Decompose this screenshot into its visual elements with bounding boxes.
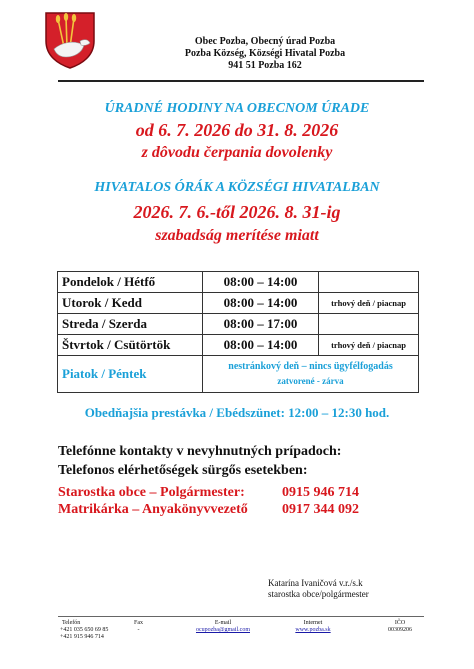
notice-hu-reason: szabadság merítése miatt [155, 227, 319, 244]
footer-internet-label: Internet [303, 620, 323, 626]
time-cell: 08:00 – 14:00 [203, 335, 319, 356]
footer-divider [58, 616, 424, 617]
footer-phone-label: Telefón [62, 620, 81, 626]
table-row [58, 293, 419, 314]
table-row [58, 356, 419, 393]
day-cell: Utorok / Kedd [58, 293, 203, 314]
day-cell: Štvrtok / Csütörtök [58, 335, 203, 356]
footer-fax-label: Fax [134, 620, 143, 626]
notice-hu-dates: 2026. 7. 6.-től 2026. 8. 31-ig [133, 202, 341, 222]
day-cell-friday: Piatok / Péntek [58, 356, 203, 393]
footer-fax [134, 620, 143, 634]
footer-email-label: E-mail [214, 620, 232, 626]
header-line-3: 941 51 Pozba 162 [228, 60, 302, 71]
registrar-phone: 0917 344 092 [282, 502, 359, 517]
day-cell: Pondelok / Hétfő [58, 272, 203, 293]
header-line-2: Pozba Község, Községi Hivatal Pozba [184, 48, 346, 59]
time-cell: 08:00 – 17:00 [203, 314, 319, 335]
note-cell: trhový deň / piacnap [319, 293, 419, 314]
footer-ico [380, 620, 420, 634]
note-cell: trhový deň / piacnap [319, 335, 419, 356]
closed-cell [203, 356, 419, 393]
municipal-crest-icon [44, 11, 96, 69]
footer-fax-value: - [137, 627, 140, 633]
contacts-intro-hu: Telefonos elérhetőségek sürgős esetekben: [58, 463, 308, 478]
lunch-break: Obedňajšia prestávka / Ebédszünet: 12:00 – 12:30 hod. [84, 405, 390, 420]
notice-sk-dates: od 6. 7. 2026 do 31. 8. 2026 [135, 120, 339, 140]
office-hours-table [57, 271, 419, 393]
header-divider [58, 80, 424, 82]
footer-ico-value: 00309206 [388, 627, 412, 633]
notice-sk-reason: z dôvodu čerpania dovolenky [141, 144, 333, 161]
day-cell: Streda / Szerda [58, 314, 203, 335]
time-cell: 08:00 – 14:00 [203, 272, 319, 293]
time-cell: 08:00 – 14:00 [203, 293, 319, 314]
footer-phone [60, 620, 108, 641]
closed-line-1: nestránkový deň – nincs ügyfélfogadás [228, 361, 393, 372]
footer-phone-2: +421 915 946 714 [60, 634, 104, 640]
contacts-intro-sk: Telefónne kontakty v nevyhnutných prípadoch: [58, 444, 342, 459]
notice-sk-title: ÚRADNÉ HODINY NA OBECNOM ÚRADE [104, 101, 370, 116]
footer-phone-1: +421 035 650 69 85 [60, 627, 109, 633]
note-cell [319, 314, 419, 335]
footer-internet [283, 620, 343, 634]
table-row [58, 335, 419, 356]
footer-ico-label: IČO [394, 620, 406, 626]
header-line-1: Obec Pozba, Obecný úrad Pozba [194, 36, 336, 47]
table-row [58, 272, 419, 293]
signature-name: Katarína Ivaničová v.r./s.k [268, 578, 363, 588]
notice-hu-title: HIVATALOS ÓRÁK A KÖZSÉGI HIVATALBAN [94, 180, 380, 195]
footer-email-link[interactable]: ocupozba@gmail.com [195, 627, 250, 633]
signature-role: starostka obce/polgármester [268, 589, 369, 599]
note-cell [319, 272, 419, 293]
footer-website-link[interactable]: www.pozba.sk [295, 627, 331, 633]
mayor-label: Starostka obce – Polgármester: [58, 485, 245, 500]
registrar-label: Matrikárka – Anyakönyvvezető [58, 502, 248, 517]
table-row [58, 314, 419, 335]
closed-line-2: zatvorené - zárva [277, 376, 344, 386]
mayor-phone: 0915 946 714 [282, 485, 359, 500]
footer-email [183, 620, 263, 634]
